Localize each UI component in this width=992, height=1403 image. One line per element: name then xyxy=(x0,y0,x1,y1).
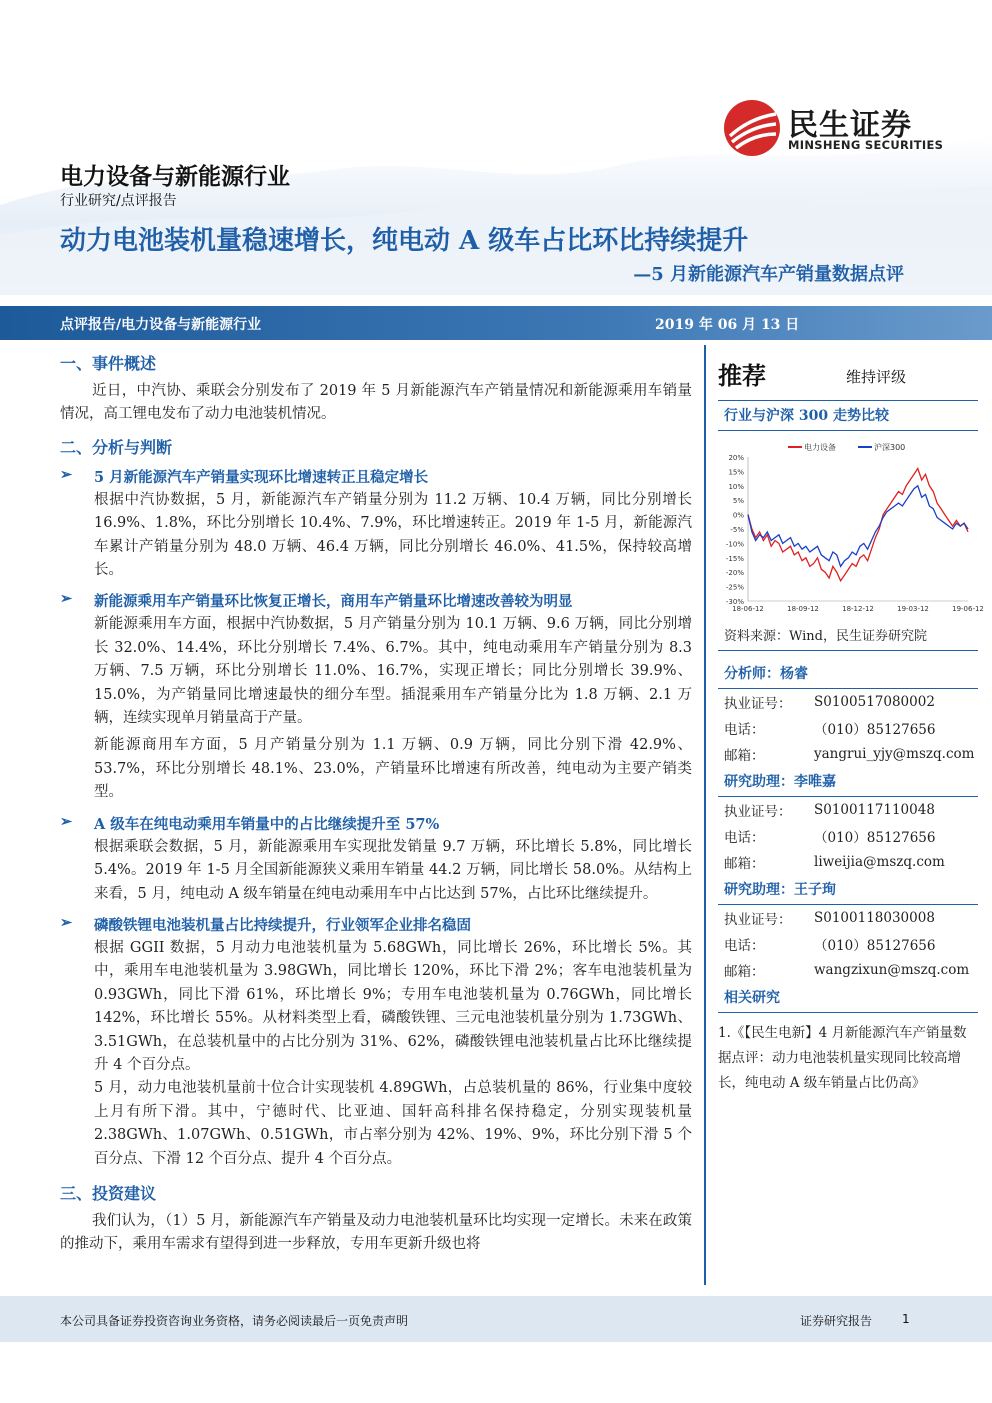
paragraph: 5 月，动力电池装机量前十位合计实现装机 4.89GWh，占总装机量的 86%，行业集中度较上月有所下滑。其中，宁德时代、比亚迪、国轩高科排名保持稳定，分别实现装机量 2.38GWh、1.07GWh、0.51GWh，市占率分别为 42%、19%、9%，环比分别下滑 5 个百分点、下滑 12 个百分点、提升 4 个百分点。 xyxy=(94,1080,692,1167)
y-tick-label: 15% xyxy=(728,468,744,477)
analyst-heading: 分析师：杨睿 xyxy=(718,659,978,689)
x-tick-label: 18-06-12 xyxy=(732,605,764,613)
report-title: 动力电池装机量稳速增长，纯电动 A 级车占比环比持续提升 xyxy=(60,226,749,256)
main-content xyxy=(60,345,692,1257)
arrow-bullet-icon: ➢ xyxy=(60,913,73,931)
y-tick-label: -15% xyxy=(725,554,744,563)
y-tick-label: 20% xyxy=(728,454,744,462)
analyst-email: 邮箱： yangrui_yjy@mszq.com xyxy=(724,746,975,764)
y-tick-label: -5% xyxy=(730,526,744,534)
minsheng-logo-icon xyxy=(722,98,782,158)
logo-name-en: MINSHENG SECURITIES xyxy=(788,138,944,152)
y-tick-label: -30% xyxy=(725,598,744,606)
legend-label: 沪深300 xyxy=(874,443,906,452)
x-tick-label: 19-03-12 xyxy=(897,605,929,613)
x-tick-label: 18-09-12 xyxy=(787,605,819,613)
assistant1-license: 执业证号： S0100117110048 xyxy=(724,802,935,820)
section-heading-1: 一、事件概述 xyxy=(60,354,157,373)
assistant2-heading: 研究助理：王子珣 xyxy=(718,875,978,905)
assistant2-email: 邮箱： wangzixun@mszq.com xyxy=(724,962,970,980)
banner-category: 点评报告/电力设备与新能源行业 xyxy=(60,317,262,333)
rating-main: 推荐 xyxy=(718,362,766,390)
rating-sub: 维持评级 xyxy=(846,368,907,386)
bullet-heading: ➢ A 级车在纯电动乘用车销量中的占比继续提升至 57% xyxy=(60,812,440,833)
paragraph: 根据乘联会数据，5 月，新能源乘用车实现批发销量 9.7 万辆，环比增长 5.8%，同比增长 5.4%。2019 年 1-5 月全国新能源狭义乘用车销量 44.2 万辆，同比增长 58.0%。从结构上来看，5 月，纯电动 A 级车销量在纯电动乘用车中占比达到 57%，占比环比继续提升。 xyxy=(94,838,692,902)
analyst-license: 执业证号： S0100517080002 xyxy=(724,694,935,712)
assistant1-heading: 研究助理：李唯嘉 xyxy=(718,767,978,797)
footer-disclaimer: 本公司具备证券投资咨询业务资格，请务必阅读最后一页免责声明 xyxy=(60,1314,409,1328)
bullet-heading: ➢ 磷酸铁锂电池装机量占比持续提升，行业领军企业排名稳固 xyxy=(60,913,471,934)
paragraph: 近日，中汽协、乘联会分别发布了 2019 年 5 月新能源汽车产销量情况和新能源乘用车销量情况，高工锂电发布了动力电池装机情况。 xyxy=(60,383,692,423)
bullet-heading: ➢ 新能源乘用车产销量环比恢复正增长，商用车产销量环比增速改善较为明显 xyxy=(60,590,573,611)
paragraph: 我们认为，（1）5 月，新能源汽车产销量及动力电池装机量环比均实现一定增长。未来在政策的推动下，乘用车需求有望得到进一步释放，专用车更新升级也将 xyxy=(60,1212,692,1253)
x-tick-label: 18-12-12 xyxy=(842,605,874,613)
chart-heading: 行业与沪深 300 走势比较 xyxy=(718,400,978,431)
bullet-heading: ➢ 5 月新能源汽车产销量实现环比增速转正且稳定增长 xyxy=(60,465,429,486)
paragraph: 根据中汽协数据，5 月，新能源汽车产销量分别为 11.2 万辆、10.4 万辆，同比分别增长 16.9%、1.8%，环比分别增长 10.4%、7.9%，环比增速转正。2019 年 1-5 月，新能源汽车累计产销量分别为 48.0 万辆、46.4 万辆，同比分别增长 46.0%、41.5%，保持较高增长。 xyxy=(94,491,692,579)
logo-name-cn: 民生证券 xyxy=(788,108,912,143)
page-number: 1 xyxy=(902,1312,910,1326)
trend-chart-svg xyxy=(718,439,984,619)
industry-name: 电力设备与新能源行业 xyxy=(60,164,290,190)
column-divider xyxy=(704,345,706,1285)
section-heading-2: 二、分析与判断 xyxy=(60,437,173,457)
assistant1-phone: 电话： （010）85127656 xyxy=(724,830,936,846)
y-tick-label: -10% xyxy=(725,540,744,549)
arrow-bullet-icon: ➢ xyxy=(60,812,73,830)
y-tick-label: -20% xyxy=(725,569,744,578)
assistant2-phone: 电话： （010）85127656 xyxy=(724,938,936,954)
arrow-bullet-icon: ➢ xyxy=(60,590,73,608)
y-tick-label: 5% xyxy=(732,497,744,506)
y-tick-label: 0% xyxy=(732,511,744,520)
section-heading-3: 三、投资建议 xyxy=(60,1183,157,1203)
related-report: 1.《【民生电新】4 月新能源汽车产销量数据点评：动力电池装机量实现同比较高增长，纯电动 A 级车销量占比仍高》 xyxy=(718,1025,967,1091)
chart-source: 资料来源：Wind，民生证券研究院 xyxy=(718,619,978,651)
series-line-power-equipment xyxy=(748,469,968,581)
analyst-phone: 电话： （010）85127656 xyxy=(724,722,936,738)
report-subtitle: —5 月新能源汽车产销量数据点评 xyxy=(633,264,904,285)
report-type: 行业研究/点评报告 xyxy=(60,193,177,209)
assistant2-license: 执业证号： S0100118030008 xyxy=(724,910,935,928)
sidebar xyxy=(718,350,984,1096)
arrow-bullet-icon: ➢ xyxy=(60,465,73,483)
paragraph: 根据 GGII 数据，5 月动力电池装机量为 5.68GWh，同比增长 26%，环比增长 5%。其中，乘用车电池装机量为 3.98GWh，同比增长 120%，环比下滑 2%；客车电池装机量为 0.93GWh，同比下滑 61%，环比增长 9%；专用车电池装机量为 0.76GWh，同比增长 142%，环比增长 55%。从材料类型上看，磷酸铁锂、三元电池装机量分别为 1.73GWh、3.51GWh，在总装机量中的占比分别为 31%、62%，磷酸铁锂电池装机量占比环比继续提升 4 个百分点。 xyxy=(94,939,692,1073)
y-tick-label: 10% xyxy=(728,482,744,491)
paragraph: 新能源乘用车方面，根据中汽协数据，5 月产销量分别为 10.1 万辆、9.6 万辆，同比分别增长 32.0%、14.4%，环比分别增长 7.4%、6.7%。其中，纯电动乘用车产销量分别为 8.3 万辆、7.5 万辆，环比分别增长 11.0%、16.7%，实现正增长；同比分别增长 39.9%、15.0%，为产销量同比增速最快的细分车型。插混乘用车产销量分比为 1.8 万辆、2.1 万辆，连续实现单月销量高于产量。 xyxy=(94,616,692,727)
paragraph: 新能源商用车方面，5 月产销量分别为 1.1 万辆、0.9 万辆，同比分别下滑 42.9%、53.7%，环比分别增长 48.1%、23.0%，产销量环比增速有所改善，纯电动为主要产销类型。 xyxy=(94,737,692,801)
assistant1-email: 邮箱： liweijia@mszq.com xyxy=(724,854,945,872)
footer-report-label: 证券研究报告 xyxy=(800,1314,873,1328)
trend-chart xyxy=(718,439,984,619)
banner-date: 2019 年 06 月 13 日 xyxy=(655,317,800,333)
legend-label: 电力设备 xyxy=(804,443,836,452)
y-tick-label: -25% xyxy=(725,583,744,592)
x-tick-label: 19-06-12 xyxy=(952,605,984,613)
rating-box xyxy=(718,350,978,400)
related-heading: 相关研究 xyxy=(718,983,978,1013)
